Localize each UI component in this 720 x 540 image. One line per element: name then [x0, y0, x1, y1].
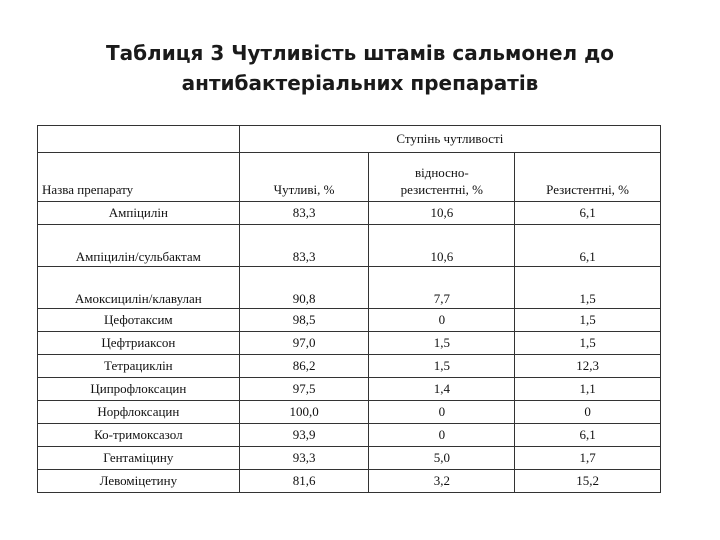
- cell-drug: Амоксицилін/клавулан: [38, 267, 240, 309]
- table-row: [38, 355, 661, 378]
- cell-drug: Ко-тримоксазол: [38, 424, 240, 447]
- cell-sensitive: 86,2: [239, 355, 369, 378]
- table-row: [38, 401, 661, 424]
- cell-drug: Левоміцетину: [38, 470, 240, 493]
- header-resistant: Резистентні, %: [515, 153, 661, 202]
- table-header-row: [38, 153, 661, 202]
- cell-relative: 3,2: [369, 470, 515, 493]
- cell-relative: 0: [369, 401, 515, 424]
- cell-sensitive: 97,0: [239, 332, 369, 355]
- title-line-1: Таблиця 3 Чутливість штамів сальмонел до: [105, 41, 615, 65]
- table-row: [38, 470, 661, 493]
- cell-relative: 10,6: [369, 202, 515, 225]
- title-line-2: антибактеріальних препаратів: [181, 71, 539, 95]
- cell-drug: Цефтриаксон: [38, 332, 240, 355]
- cell-drug: Ампіцилін: [38, 202, 240, 225]
- header-blank-cell: [38, 126, 240, 153]
- table-row: [38, 309, 661, 332]
- susceptibility-table: [37, 125, 661, 493]
- page-title: [0, 38, 720, 98]
- header-sensitive: Чутливі, %: [239, 153, 369, 202]
- cell-drug: Цефотаксим: [38, 309, 240, 332]
- header-drug: Назва препарату: [38, 153, 240, 202]
- header-relative-line-2: резистентні, %: [400, 182, 483, 197]
- header-relative: [369, 153, 515, 202]
- table-body: [38, 202, 661, 493]
- cell-drug: Тетрациклін: [38, 355, 240, 378]
- table-row: [38, 447, 661, 470]
- cell-resistant: 0: [515, 401, 661, 424]
- cell-resistant: 1,5: [515, 309, 661, 332]
- table-row: [38, 378, 661, 401]
- table-header-row: [38, 126, 661, 153]
- cell-relative: 5,0: [369, 447, 515, 470]
- table-row: [38, 332, 661, 355]
- cell-sensitive: 98,5: [239, 309, 369, 332]
- cell-relative: 1,5: [369, 332, 515, 355]
- cell-relative: 1,4: [369, 378, 515, 401]
- cell-drug: Гентаміцину: [38, 447, 240, 470]
- cell-drug: Ципрофлоксацин: [38, 378, 240, 401]
- cell-sensitive: 93,9: [239, 424, 369, 447]
- cell-sensitive: 83,3: [239, 225, 369, 267]
- cell-resistant: 6,1: [515, 424, 661, 447]
- cell-resistant: 1,7: [515, 447, 661, 470]
- cell-resistant: 1,5: [515, 267, 661, 309]
- cell-resistant: 6,1: [515, 202, 661, 225]
- group-header: Ступінь чутливості: [239, 126, 660, 153]
- header-relative-line-1: відносно-: [414, 165, 469, 180]
- cell-resistant: 1,1: [515, 378, 661, 401]
- cell-relative: 0: [369, 309, 515, 332]
- cell-relative: 7,7: [369, 267, 515, 309]
- cell-sensitive: 83,3: [239, 202, 369, 225]
- cell-relative: 10,6: [369, 225, 515, 267]
- cell-sensitive: 100,0: [239, 401, 369, 424]
- cell-resistant: 12,3: [515, 355, 661, 378]
- table-row: [38, 225, 661, 267]
- cell-resistant: 15,2: [515, 470, 661, 493]
- cell-sensitive: 81,6: [239, 470, 369, 493]
- cell-sensitive: 93,3: [239, 447, 369, 470]
- cell-resistant: 6,1: [515, 225, 661, 267]
- cell-sensitive: 97,5: [239, 378, 369, 401]
- cell-resistant: 1,5: [515, 332, 661, 355]
- cell-relative: 1,5: [369, 355, 515, 378]
- cell-drug: Норфлоксацин: [38, 401, 240, 424]
- cell-drug: Ампіцилін/сульбактам: [38, 225, 240, 267]
- cell-relative: 0: [369, 424, 515, 447]
- cell-sensitive: 90,8: [239, 267, 369, 309]
- table-row: [38, 267, 661, 309]
- table-row: [38, 202, 661, 225]
- table-row: [38, 424, 661, 447]
